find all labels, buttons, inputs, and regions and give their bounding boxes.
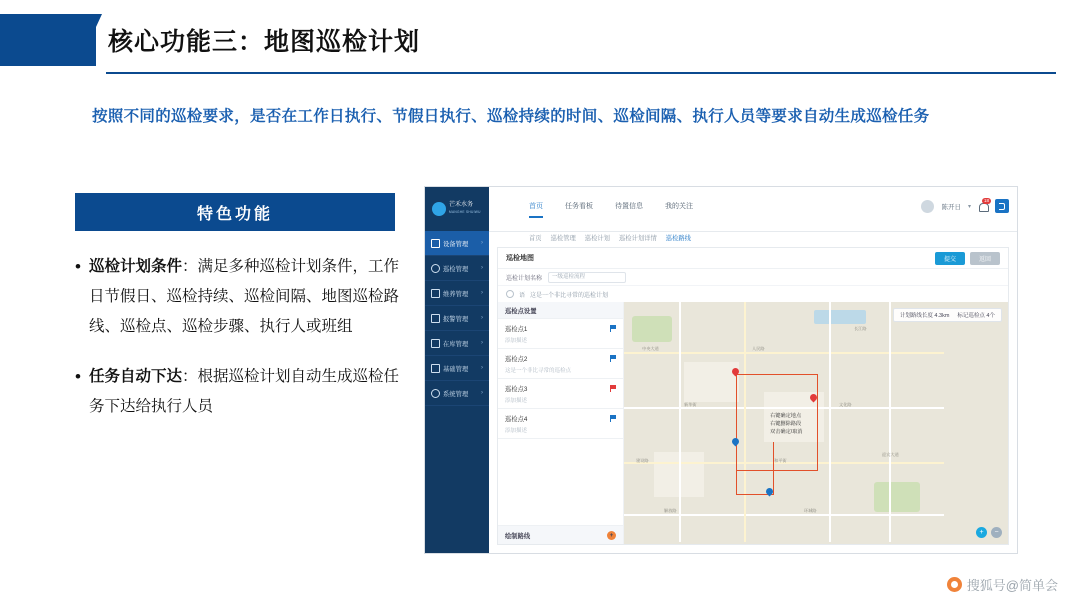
sohu-logo-icon xyxy=(947,577,962,592)
breadcrumb-item[interactable]: 巡检计划 xyxy=(584,235,610,242)
sidebar-item-label: 巡检管理 xyxy=(443,265,469,273)
sidebar-item-label: 基础管理 xyxy=(443,365,469,373)
breadcrumb-item[interactable]: 首页 xyxy=(529,235,542,242)
avatar[interactable] xyxy=(921,200,934,213)
list-item[interactable] xyxy=(498,319,623,349)
sidebar-item-label: 设备管理 xyxy=(443,240,469,248)
sidebar-item-label: 维养管理 xyxy=(443,290,469,298)
layers-icon xyxy=(431,364,439,372)
flag-icon xyxy=(610,415,616,422)
app-topbar xyxy=(489,187,1017,232)
top-tab-list xyxy=(529,201,693,218)
header-accent-shape xyxy=(0,14,96,66)
points-panel-header: 巡检点设置 xyxy=(498,302,623,319)
map-canvas[interactable] xyxy=(624,302,1008,544)
map-pin[interactable] xyxy=(810,394,817,403)
panel-body xyxy=(498,302,1008,544)
inspection-points-panel xyxy=(498,302,624,544)
radio-icon[interactable] xyxy=(506,290,514,298)
bullet-title: 巡检计划条件 xyxy=(89,258,183,275)
plan-desc-text: 这是一个非比寻常的巡检计划 xyxy=(530,292,609,299)
list-item[interactable] xyxy=(498,409,623,439)
bullet-marker: • xyxy=(75,257,81,276)
chevron-right-icon: › xyxy=(481,240,483,246)
point-name: 巡检点2 xyxy=(505,356,528,363)
bullet-text xyxy=(89,362,405,422)
title-divider xyxy=(106,72,1056,74)
point-desc: 这是一个非比寻常的巡检点 xyxy=(505,368,572,374)
chevron-right-icon: › xyxy=(481,290,483,296)
route-length: 计划路线长度 4.3km xyxy=(899,313,950,319)
plan-desc-label: 语 xyxy=(519,292,526,299)
wrench-icon xyxy=(431,289,439,297)
plan-name-label: 巡检计划名称 xyxy=(506,275,543,282)
map-label: 迎宾大道 xyxy=(882,452,899,457)
watermark xyxy=(947,575,1058,594)
point-count: 标记巡检点 4个 xyxy=(957,313,995,319)
map-label: 建设路 xyxy=(636,458,649,463)
map-block xyxy=(684,362,739,402)
sidebar-item-system[interactable] xyxy=(425,381,489,406)
sidebar-item-inventory[interactable] xyxy=(425,331,489,356)
bullet-title: 任务自动下达 xyxy=(89,368,183,385)
list-item[interactable] xyxy=(498,349,623,379)
breadcrumb-item[interactable]: 巡检管理 xyxy=(550,235,576,242)
map-road xyxy=(889,302,891,542)
bullet-marker: • xyxy=(75,367,81,386)
list-item xyxy=(75,362,405,422)
flag-icon xyxy=(610,325,616,332)
map-pin[interactable] xyxy=(766,488,773,497)
map-tip xyxy=(770,412,803,436)
map-tip-line: 双击确定/取消 xyxy=(770,429,803,435)
gear-icon xyxy=(431,389,439,397)
breadcrumb-item[interactable]: 巡检计划详情 xyxy=(618,235,657,242)
alert-icon xyxy=(431,314,439,322)
map-tip-line: 右键删除路段 xyxy=(770,421,802,427)
sidebar-item-label: 系统管理 xyxy=(443,390,469,398)
plan-name-input[interactable]: 一级巡检流程 xyxy=(548,272,626,283)
map-zoom-controls xyxy=(976,527,1002,538)
box-icon xyxy=(431,339,439,347)
map-label: 和平街 xyxy=(774,458,787,463)
chevron-right-icon: › xyxy=(481,315,483,321)
logo-icon xyxy=(432,202,446,216)
bullet-body: ：满足多种巡检计划条件，工作日节假日、巡检持续、巡检间隔、地图巡检路线、巡检点、巡检步骤、执行人或班组 xyxy=(89,258,400,335)
flag-icon xyxy=(610,385,616,392)
tab-home[interactable]: 首页 xyxy=(529,201,543,218)
point-name: 巡检点4 xyxy=(505,416,528,423)
zoom-out-button[interactable]: − xyxy=(991,527,1002,538)
map-label: 新华街 xyxy=(684,402,697,407)
app-screenshot xyxy=(424,186,1018,554)
map-road xyxy=(829,302,831,542)
list-item[interactable] xyxy=(498,379,623,409)
user-name: 陈开日 xyxy=(941,203,961,211)
flag-icon xyxy=(610,355,616,362)
app-logo xyxy=(425,187,489,231)
map-label: 环城路 xyxy=(804,508,817,513)
content-panel xyxy=(497,247,1009,545)
chevron-right-icon: › xyxy=(481,340,483,346)
sidebar-item-inspection[interactable] xyxy=(425,256,489,281)
sidebar-item-alarm[interactable] xyxy=(425,306,489,331)
point-name: 巡检点1 xyxy=(505,326,528,333)
plan-name-row xyxy=(498,269,1008,286)
user-icon xyxy=(431,264,439,272)
logo-text: 芒禾水务 MANGHE SHUIWU xyxy=(449,202,481,214)
page-title: 核心功能三：地图巡检计划 xyxy=(108,28,421,56)
map-tip-line: 右键确定地点 xyxy=(770,413,802,419)
map-label: 解放路 xyxy=(664,508,677,513)
chevron-right-icon: › xyxy=(481,365,483,371)
map-park xyxy=(632,316,672,342)
map-label: 文化路 xyxy=(839,402,852,407)
map-label: 人民路 xyxy=(752,346,765,351)
map-road xyxy=(624,514,944,516)
point-desc: 添加描述 xyxy=(505,338,528,344)
map-info-bar xyxy=(893,308,1002,322)
map-label: 长江路 xyxy=(854,326,867,331)
panel-actions xyxy=(935,252,1000,265)
map-road xyxy=(679,302,681,542)
sidebar-item-label: 在库管理 xyxy=(443,340,469,348)
orange-plus-icon[interactable]: + xyxy=(607,531,616,540)
map-pin[interactable] xyxy=(732,438,739,447)
bullet-body: ：根据巡检计划自动生成巡检任务下达给执行人员 xyxy=(89,368,400,415)
chevron-down-icon[interactable]: ▾ xyxy=(967,203,971,210)
point-desc: 添加描述 xyxy=(505,428,528,434)
map-park xyxy=(874,482,920,512)
sidebar-item-equipment[interactable] xyxy=(425,231,489,256)
sidebar-item-label: 报警管理 xyxy=(443,315,469,323)
grid-icon xyxy=(431,239,439,247)
cancel-button[interactable]: 返回 xyxy=(970,252,1000,265)
map-water xyxy=(814,310,866,324)
tab-following[interactable]: 我的关注 xyxy=(665,203,693,210)
panel-header xyxy=(498,248,1008,269)
draw-route-row[interactable] xyxy=(498,525,623,544)
zoom-in-button[interactable]: + xyxy=(976,527,987,538)
sidebar-item-basic[interactable] xyxy=(425,356,489,381)
notification-badge: 18 xyxy=(983,197,989,203)
breadcrumb-current: 巡检路线 xyxy=(665,235,691,242)
point-desc: 添加描述 xyxy=(505,398,528,404)
map-road xyxy=(624,352,944,354)
sidebar-item-maintenance[interactable] xyxy=(425,281,489,306)
point-name: 巡检点3 xyxy=(505,386,528,393)
list-item xyxy=(75,252,405,342)
topbar-right xyxy=(921,199,1009,213)
bullet-text xyxy=(89,252,405,342)
watermark-text: 搜狐号@简单会 xyxy=(966,578,1058,593)
chevron-right-icon: › xyxy=(481,265,483,271)
tab-pending[interactable]: 待置信息 xyxy=(615,203,643,210)
logout-icon[interactable] xyxy=(995,199,1009,213)
map-pin[interactable] xyxy=(732,368,739,377)
app-sidebar xyxy=(425,187,489,553)
tab-task-board[interactable]: 任务看板 xyxy=(565,203,593,210)
chevron-right-icon: › xyxy=(481,390,483,396)
bell-icon[interactable] xyxy=(978,197,989,212)
panel-title: 巡检地图 xyxy=(506,255,534,262)
plan-desc-row xyxy=(498,286,1008,303)
breadcrumb xyxy=(529,233,691,242)
feature-header: 特色功能 xyxy=(75,193,395,231)
map-label: 中央大道 xyxy=(642,346,659,351)
slide-subtitle: 按照不同的巡检要求，是否在工作日执行、节假日执行、巡检持续的时间、巡检间隔、执行人员等要求自动生成巡检任务 xyxy=(92,108,930,125)
draw-route-label: 绘制路线 xyxy=(505,532,531,540)
bullet-list xyxy=(75,252,405,442)
submit-button[interactable]: 提交 xyxy=(935,252,965,265)
